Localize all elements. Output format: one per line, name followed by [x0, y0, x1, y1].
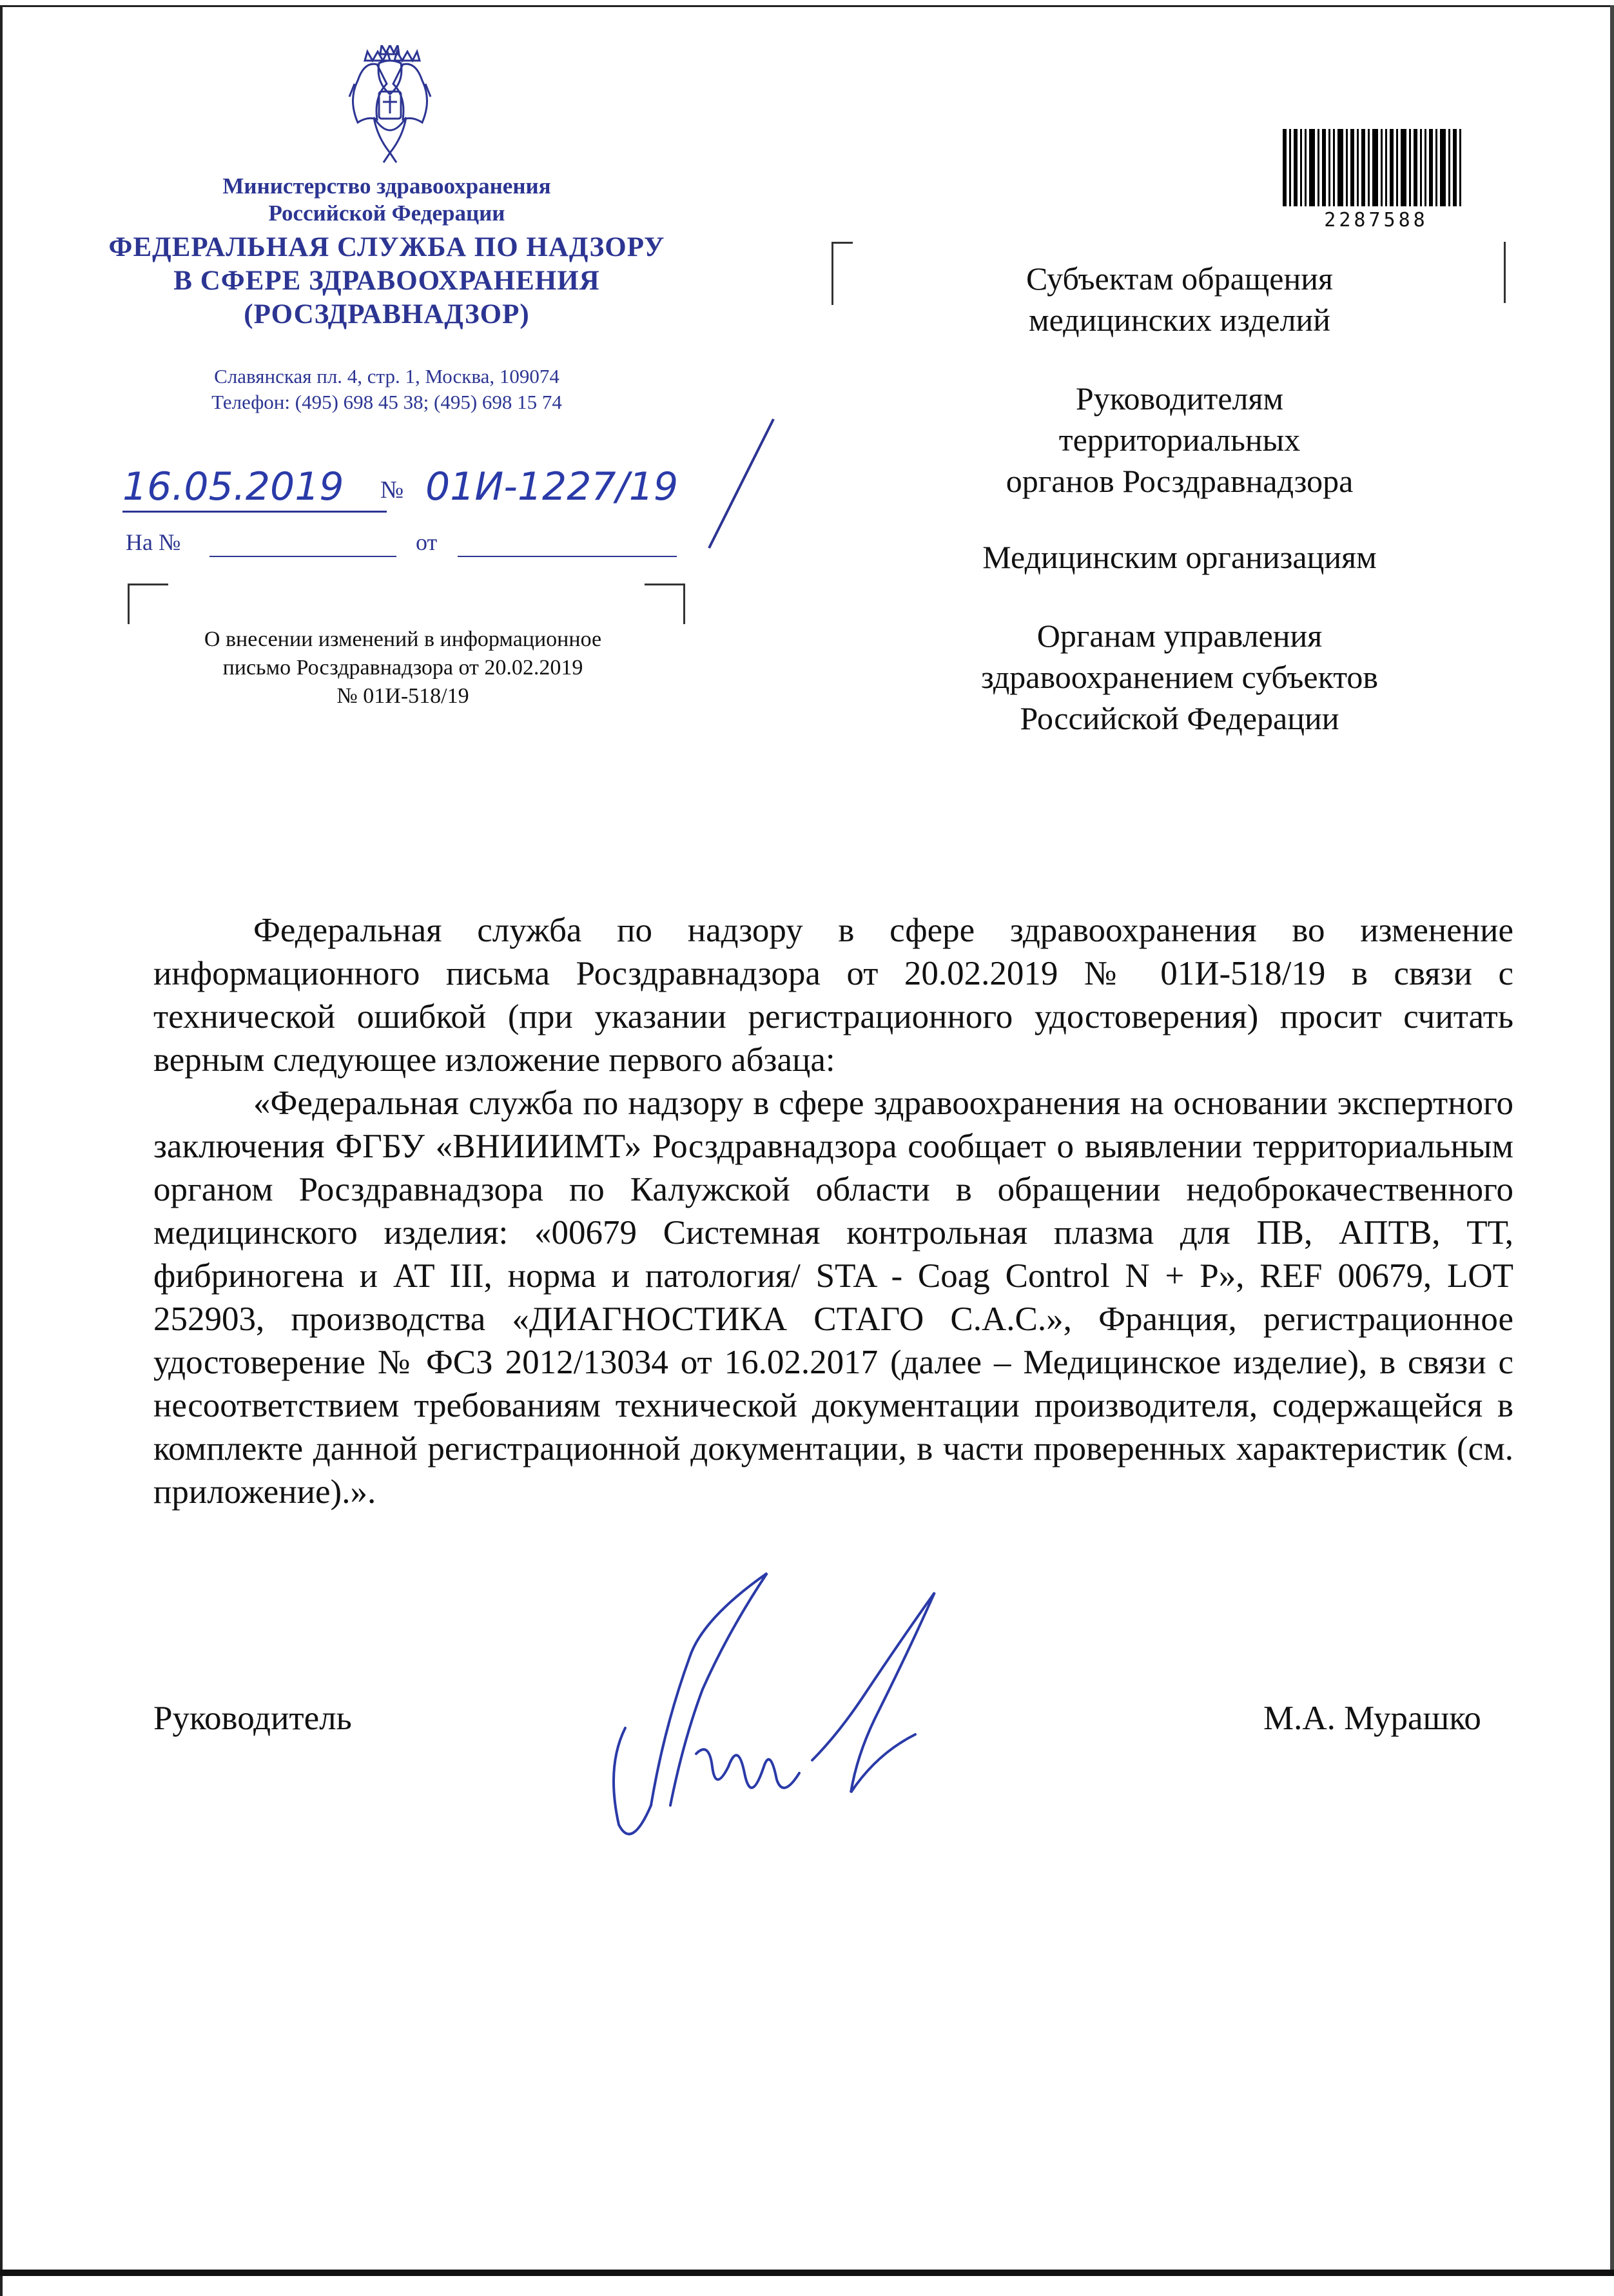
registration-date: 16.05.2019 — [122, 464, 344, 509]
signature-icon — [599, 1560, 999, 1870]
registration-number: 01И-1227/19 — [425, 464, 679, 509]
subject-line1: О внесении изменений в информационное — [204, 627, 602, 651]
recipient-line: медицинских изделий — [1028, 302, 1331, 338]
recipient-line: Органам управления — [1036, 618, 1323, 654]
recipient-line: Руководителям — [1075, 380, 1284, 417]
recipient-line: Российской Федерации — [1020, 700, 1339, 736]
recipient-group-2 — [896, 378, 1463, 502]
recipient-line: Медицинским организациям — [982, 539, 1377, 575]
ministry-name-line1: Министерство здравоохранения — [222, 173, 551, 199]
subject-line3: № 01И-518/19 — [336, 684, 469, 708]
subject-bracket-right — [645, 584, 685, 624]
ministry-header — [90, 173, 683, 415]
recipient-line: территориальных — [1058, 422, 1301, 458]
barcode-icon — [1283, 129, 1470, 231]
service-name-line2: В СФЕРЕ ЗДРАВООХРАНЕНИЯ — [173, 266, 600, 296]
service-name-line3: (РОСЗДРАВНАДЗОР) — [244, 299, 530, 329]
frame-left-line — [0, 5, 3, 2296]
reference-line — [126, 529, 706, 561]
subject-line2: письмо Росздравнадзора от 20.02.2019 — [222, 656, 583, 680]
registration-line — [122, 464, 735, 522]
recipient-bracket-right — [1504, 242, 1508, 303]
number-sign: № — [380, 476, 404, 504]
body-paragraph-2: «Федеральная служба по надзору в сфере здравоохранения на основании экспертного заключения ФГБУ «ВНИИИМТ» Росздравнадзора сообщает о выявлении территориальным органом Росздравнадзора по Калужской области в обращении недоброкачественного медицинского изделия: «00679 Системная контрольная плазма для ПВ, АПТВ, ТТ, фибриногена и AT III, норма и патология/ STA - Coag Control N + P», REF 00679, LOT 252903, производства «ДИАГНОСТИКА СТАГО С.А.С.», Франция, регистрационное удостоверение № ФСЗ 2012/13034 от 16.02.2017 (далее – Медицинское изделие), в связи с несоответствием требованиям технической документации производителя, содержащейся в комплекте данной регистрационной документации, в части проверенных характеристик (см. приложение).». — [153, 1084, 1513, 1511]
phone: Телефон: (495) 698 45 38; (495) 698 15 74 — [211, 391, 562, 413]
reference-number-line — [209, 556, 396, 557]
subject-bracket-left — [128, 584, 168, 624]
subject-block — [129, 625, 677, 711]
frame-top-line — [0, 5, 1614, 7]
ministry-name-line2: Российской Федерации — [268, 201, 505, 226]
letter-body — [153, 909, 1513, 1514]
body-paragraph-1: Федеральная служба по надзору в сфере здравоохранения во изменение информационного письма Росздравнадзора от 20.02.2019 № 01И-518/19 в связи с технической ошибкой (при указании регистрационного удостоверения) просит считать верным следующее изложение первого абзаца: — [153, 912, 1513, 1079]
from-label: от — [416, 529, 438, 555]
address: Славянская пл. 4, стр. 1, Москва, 109074 — [214, 365, 559, 388]
signatory-name: М.А. Мурашко — [1263, 1700, 1481, 1737]
barcode-bars — [1283, 129, 1470, 206]
recipient-group-4 — [896, 615, 1463, 739]
recipient-line: органов Росздравнадзора — [1006, 463, 1354, 499]
barcode-number: 2287588 — [1324, 209, 1428, 231]
recipient-line: здравоохранением субъектов — [980, 659, 1379, 695]
signatory-title: Руководитель — [153, 1700, 352, 1737]
recipients-block — [896, 258, 1463, 739]
recipient-bracket-left — [831, 242, 853, 305]
reference-label: На № — [126, 529, 181, 555]
date-underline — [122, 511, 387, 513]
recipient-group-1 — [896, 258, 1463, 340]
reference-date-line — [458, 556, 677, 557]
recipient-line: Субъектам обращения — [1026, 260, 1333, 297]
russian-coat-of-arms-icon — [348, 45, 432, 164]
recipient-group-3 — [896, 536, 1463, 578]
frame-right-line — [1610, 5, 1614, 2275]
frame-bottom-line — [0, 2270, 1614, 2276]
service-name-line1: ФЕДЕРАЛЬНАЯ СЛУЖБА ПО НАДЗОРУ — [108, 232, 665, 262]
